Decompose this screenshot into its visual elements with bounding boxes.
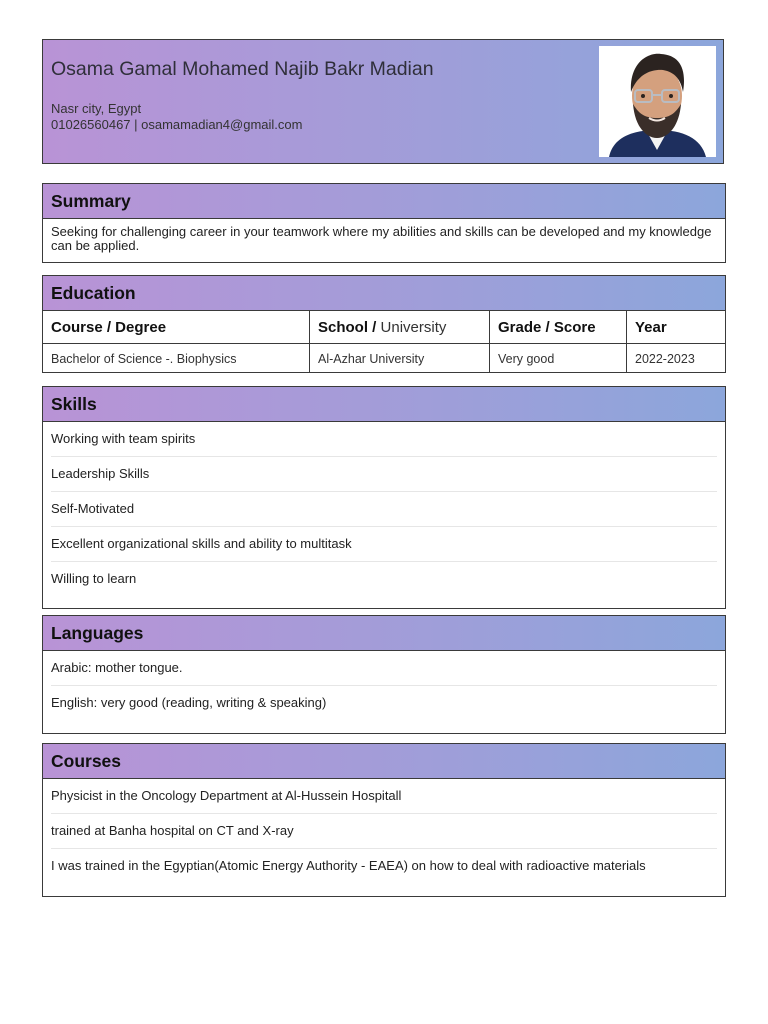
contact-text: 01026560467 | osamamadian4@gmail.com [51,117,303,132]
person-name: Osama Gamal Mohamed Najib Bakr Madian [51,58,434,80]
list-item: Leadership Skills [51,457,717,492]
education-header-row [43,311,725,344]
summary-heading: Summary [43,184,725,219]
education-table [43,311,725,373]
languages-section [42,615,726,734]
list-item: Willing to learn [51,571,137,586]
courses-heading: Courses [43,744,725,779]
skills-list [43,422,725,596]
list-item: Physicist in the Oncology Department at Al-Hussein Hospitall [51,779,717,814]
resume-header [42,39,724,164]
list-item: I was trained in the Egyptian(Atomic Energy Authority - EAEA) on how to deal with radioactive materials [51,858,646,873]
languages-heading: Languages [43,616,725,651]
course-column-header: Course / Degree [43,311,310,344]
profile-photo-illustration [599,46,716,157]
list-item: trained at Banha hospital on CT and X-ray [51,814,717,849]
school-header-light: University [380,318,447,336]
grade-cell: Very good [490,344,627,374]
table-row [43,344,725,374]
grade-column-header: Grade / Score [490,311,627,344]
profile-photo [599,46,716,157]
school-cell: Al-Azhar University [310,344,490,374]
list-item: Excellent organizational skills and ability to multitask [51,527,717,562]
year-column-header: Year [627,311,726,344]
skills-heading: Skills [43,387,725,422]
list-item: English: very good (reading, writing & speaking) [51,695,327,710]
school-header-bold: School / [318,318,377,336]
courses-section [42,743,726,897]
list-item: Self-Motivated [51,492,717,527]
languages-list [43,651,725,720]
year-cell: 2022-2023 [635,351,695,366]
courses-list [43,779,725,883]
address-text: Nasr city, Egypt [51,101,142,116]
summary-text: Seeking for challenging career in your teamwork where my abilities and skills can be developed and my knowledge can be applied. [51,224,712,253]
school-column-header [310,311,490,344]
list-item: Arabic: mother tongue. [51,651,717,686]
course-cell: Bachelor of Science -. Biophysics [43,344,310,374]
summary-section [42,183,726,263]
skills-section [42,386,726,609]
list-item: Working with team spirits [51,422,717,457]
education-heading: Education [43,276,725,311]
education-section [42,275,726,373]
